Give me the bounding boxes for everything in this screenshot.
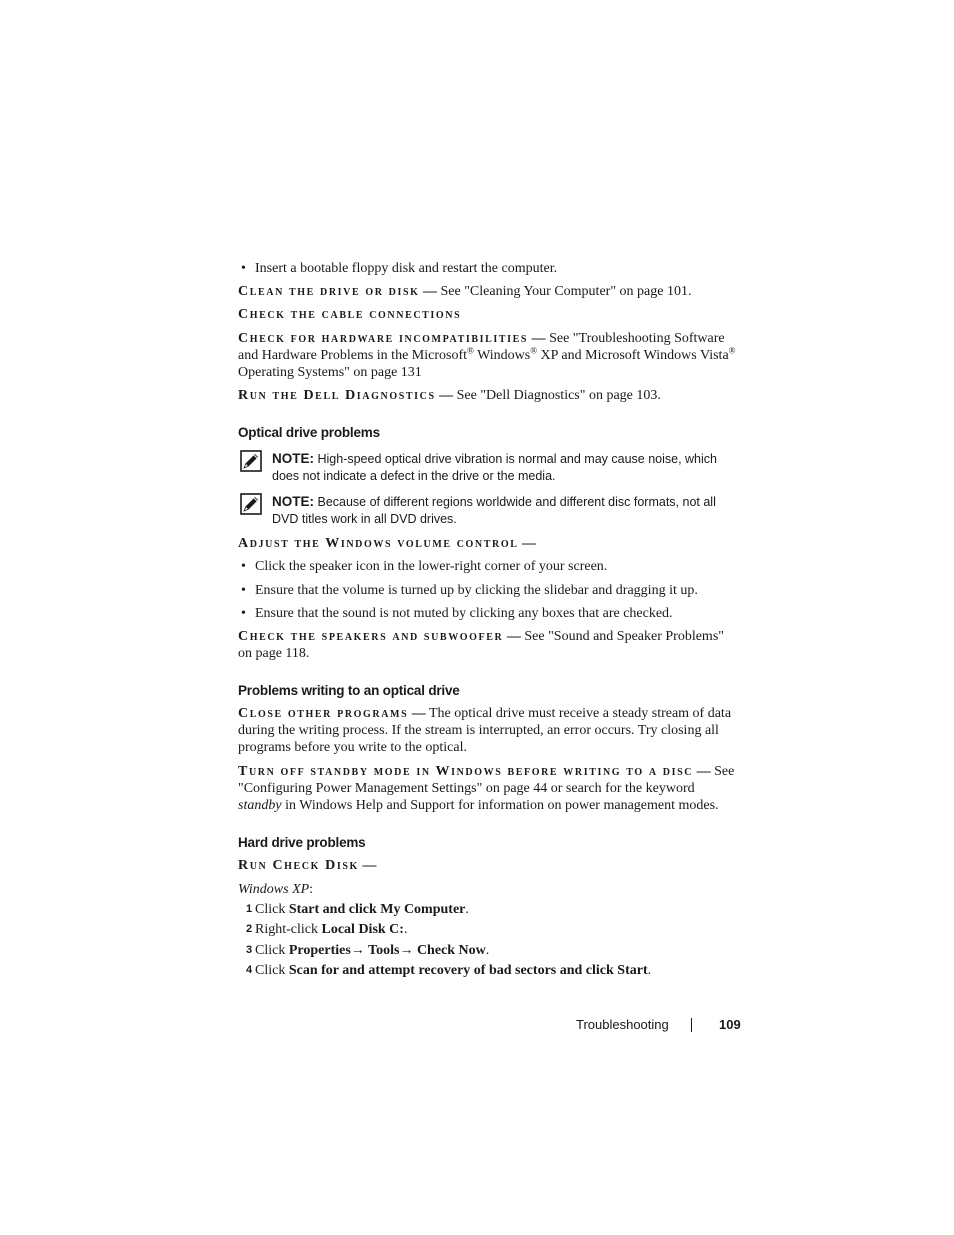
run-in-heading: Run the Dell Diagnostics <box>238 388 436 403</box>
run-in-heading: Adjust the Windows volume control <box>238 536 519 551</box>
clean-drive-paragraph: Clean the drive or disk — See "Cleaning Your Computer" on page 101. <box>238 284 692 299</box>
note-text: Because of different regions worldwide and different disc formats, not all DVD titles work in all DVD drives. <box>272 495 716 526</box>
note-label: NOTE: <box>272 451 314 466</box>
arrow-icon: → <box>350 943 365 958</box>
run-in-heading: Clean the drive or disk <box>238 284 420 299</box>
close-programs-paragraph: Close other programs — The optical drive must receive a steady stream of data during the writing process. If the stream is interrupted, an error occurs. Try closing all programs before you write to the optical. <box>238 706 732 755</box>
run-in-heading: Check the cable connections <box>238 307 462 322</box>
footer-divider <box>691 1018 692 1032</box>
run-in-heading: Turn off standby mode in Windows before writing to a disc <box>238 764 694 779</box>
note-block <box>238 493 740 529</box>
run-in-heading: Check for hardware incompatibilities <box>238 331 529 346</box>
arrow-icon: → <box>399 943 414 958</box>
dell-diagnostics-paragraph: Run the Dell Diagnostics — See "Dell Diagnostics" on page 103. <box>238 388 661 403</box>
note-label: NOTE: <box>272 494 314 509</box>
run-in-heading: Close other programs <box>238 706 409 721</box>
footer-section-title: Troubleshooting <box>576 1017 669 1032</box>
section-heading-hard-drive: Hard drive problems <box>238 835 366 850</box>
list-item: 4 Click Scan for and attempt recovery of bad sectors and click Start. <box>246 963 652 978</box>
hardware-incompat-paragraph: Check for hardware incompatibilities — See "Troubleshooting Software and Hardware Problems in the Microsoft® Windows® XP and Microsoft Windows Vista® Operating Systems" on page 131 <box>238 331 736 380</box>
standby-mode-paragraph: Turn off standby mode in Windows before writing to a disc — See "Configuring Power Management Settings" on page 44 or search for the keyword standby in Windows Help and Support for information on power management modes. <box>238 764 735 813</box>
section-heading-optical: Optical drive problems <box>238 425 380 440</box>
list-item: 3 Click Properties→ Tools→ Check Now. <box>246 943 490 958</box>
note-block <box>238 450 740 486</box>
check-speakers-paragraph: Check the speakers and subwoofer — See "Sound and Speaker Problems" on page 118. <box>238 629 724 661</box>
page-number: 109 <box>719 1017 741 1032</box>
os-label: Windows XP: <box>238 882 314 897</box>
check-cable-paragraph <box>238 306 740 323</box>
list-item: 1 Click Start and click My Computer. <box>246 902 469 917</box>
note-text: High-speed optical drive vibration is normal and may cause noise, which does not indicate a defect in the drive or the media. <box>272 452 717 483</box>
list-item: 2 Right-click Local Disk C:. <box>246 922 408 937</box>
run-check-disk-paragraph: Run Check Disk — <box>238 858 377 873</box>
run-in-heading: Run Check Disk <box>238 858 359 873</box>
adjust-volume-paragraph: Adjust the Windows volume control — <box>238 536 536 551</box>
section-heading-writing: Problems writing to an optical drive <box>238 683 460 698</box>
note-pencil-icon <box>240 450 262 472</box>
run-in-heading: Check the speakers and subwoofer <box>238 629 504 644</box>
note-pencil-icon <box>240 493 262 515</box>
